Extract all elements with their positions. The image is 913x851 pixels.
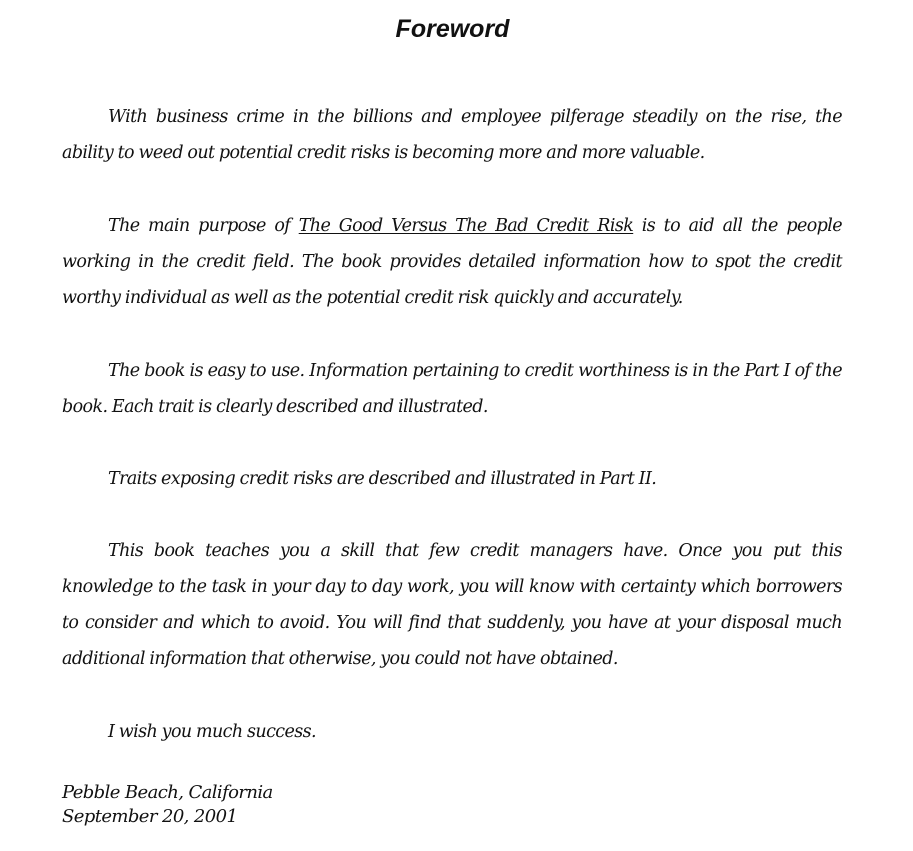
paragraph-intro: With business crime in the billions and employee pilferage steadily on the rise, the ability to weed out potential credit risks is becoming more and more valuable.	[62, 107, 842, 163]
signature-place: Pebble Beach, California	[62, 782, 273, 803]
page-title: Foreword	[395, 15, 510, 43]
paragraph-purpose-rest: is to aid all the people working in the credit field. The book provides detailed information how to spot the credit worthy individual as well as the potential credit risk quickly and accurately.	[62, 216, 843, 308]
paragraph-purpose-lead: The main purpose of	[108, 216, 299, 236]
book-title: The Good Versus The Bad Credit Risk	[298, 216, 634, 236]
paragraph-purpose	[62, 208, 842, 316]
paragraph-usage: The book is easy to use. Information pertaining to credit worthiness is in the Part I of the book. Each trait is clearly described and illustrated.	[62, 361, 842, 417]
paragraph-skill: This book teaches you a skill that few credit managers have. Once you put this knowledge to the task in your day to day work, you will know with certainty which borrowers to consider and which to avoid. You will find that suddenly, you have at your disposal much additional information that otherwise, you could not have obtained.	[62, 541, 842, 669]
signature-date: September 20, 2001	[62, 806, 238, 827]
paragraph-closing: I wish you much success.	[108, 722, 316, 742]
paragraph-part-two: Traits exposing credit risks are described and illustrated in Part II.	[108, 469, 657, 489]
